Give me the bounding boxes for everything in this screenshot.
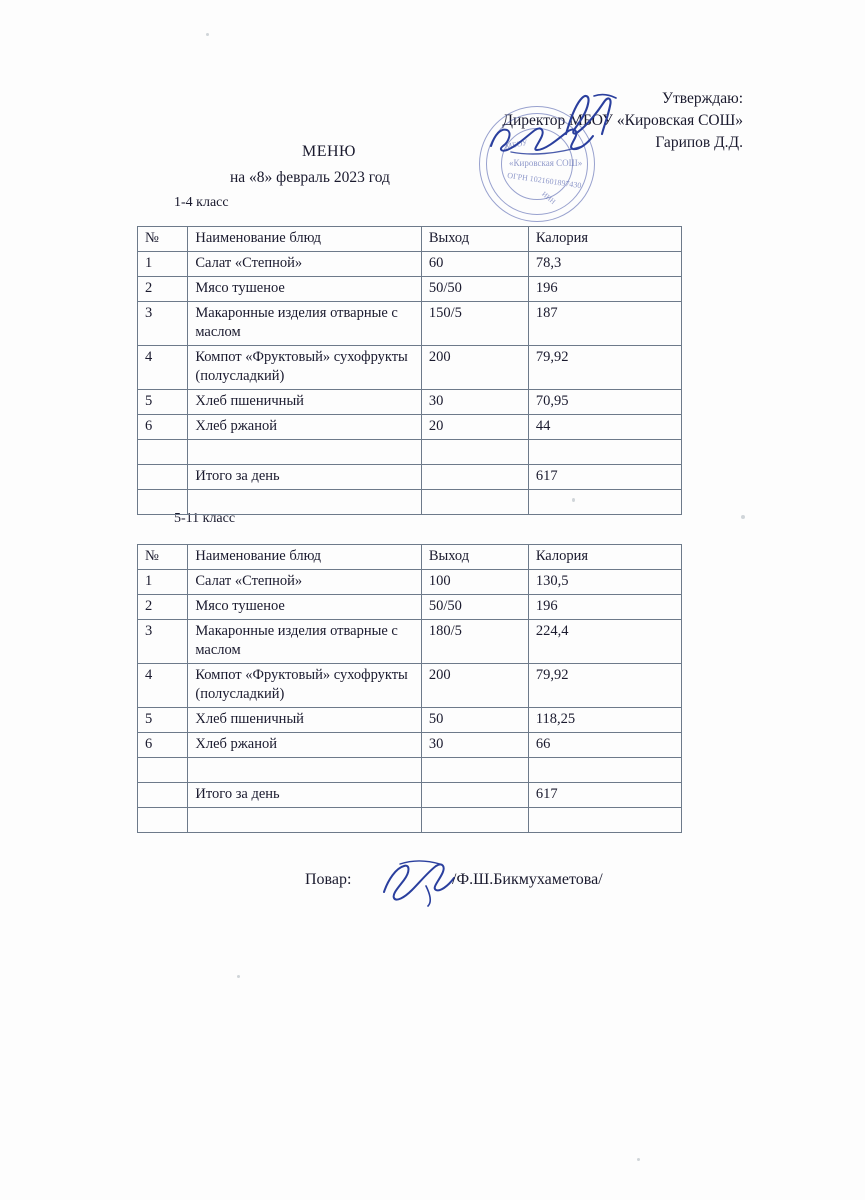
table-row [138, 277, 682, 302]
seal-side-text: ИНН [540, 190, 557, 206]
table-total-row [138, 465, 682, 490]
table-row [138, 664, 682, 708]
scan-speck [637, 1158, 640, 1161]
table-header-row [138, 227, 682, 252]
cell-name: Салат «Степной» [188, 570, 421, 595]
cell-name: Хлеб ржаной [188, 415, 421, 440]
cell-name: Хлеб пшеничный [188, 708, 421, 733]
table-header-row [138, 545, 682, 570]
table-row [138, 390, 682, 415]
column-header-calories: Калория [528, 227, 681, 252]
column-header-output: Выход [421, 227, 528, 252]
column-header-num: № [138, 545, 188, 570]
approval-block [502, 88, 743, 154]
scan-speck [237, 975, 240, 978]
cell-calories: 44 [528, 415, 681, 440]
cell-num: 4 [138, 346, 188, 390]
cell-name: Мясо тушеное [188, 277, 421, 302]
cell-num: 1 [138, 252, 188, 277]
cell-empty [188, 440, 421, 465]
cook-name: /Ф.Ш.Бикмухаметова/ [452, 871, 603, 888]
total-calories: 617 [528, 465, 681, 490]
cell-empty [528, 440, 681, 465]
column-header-name: Наименование блюд [188, 227, 421, 252]
total-calories: 617 [528, 783, 681, 808]
cell-empty [138, 440, 188, 465]
cell-empty [421, 440, 528, 465]
table-spacer-row [138, 490, 682, 515]
cell-output: 100 [421, 570, 528, 595]
cell-num: 5 [138, 390, 188, 415]
table-row [138, 570, 682, 595]
table-row [138, 595, 682, 620]
cell-name: Компот «Фруктовый» сухофрукты (полусладкий) [188, 346, 421, 390]
cell-output: 180/5 [421, 620, 528, 664]
cell-num: 6 [138, 733, 188, 758]
cell-calories: 78,3 [528, 252, 681, 277]
table-row [138, 302, 682, 346]
table-row [138, 346, 682, 390]
cell-empty [138, 465, 188, 490]
cell-empty [421, 808, 528, 833]
column-header-num: № [138, 227, 188, 252]
page-title: МЕНЮ [302, 143, 356, 160]
cell-output: 30 [421, 733, 528, 758]
cell-empty [138, 758, 188, 783]
scan-speck [741, 515, 745, 519]
table-spacer-row [138, 758, 682, 783]
cell-num: 3 [138, 302, 188, 346]
cell-empty [188, 490, 421, 515]
table-spacer-row [138, 440, 682, 465]
cell-name: Хлеб ржаной [188, 733, 421, 758]
cell-empty [138, 783, 188, 808]
cell-empty [138, 808, 188, 833]
cell-output: 50/50 [421, 277, 528, 302]
cell-output: 60 [421, 252, 528, 277]
cell-empty [421, 783, 528, 808]
cell-calories: 196 [528, 595, 681, 620]
cell-empty [528, 758, 681, 783]
cell-calories: 118,25 [528, 708, 681, 733]
cell-name: Макаронные изделия отварные с маслом [188, 302, 421, 346]
cell-calories: 66 [528, 733, 681, 758]
cell-output: 200 [421, 346, 528, 390]
cell-calories: 79,92 [528, 346, 681, 390]
cell-name: Хлеб пшеничный [188, 390, 421, 415]
table-row [138, 620, 682, 664]
cell-num: 4 [138, 664, 188, 708]
column-header-name: Наименование блюд [188, 545, 421, 570]
cell-num: 1 [138, 570, 188, 595]
cell-calories: 196 [528, 277, 681, 302]
table-row [138, 415, 682, 440]
cell-num: 5 [138, 708, 188, 733]
table-spacer-row [138, 808, 682, 833]
cell-empty [528, 808, 681, 833]
grade-group-1-label: 1-4 класс [174, 195, 229, 210]
cell-empty [528, 490, 681, 515]
cell-name: Салат «Степной» [188, 252, 421, 277]
cell-output: 30 [421, 390, 528, 415]
cell-calories: 187 [528, 302, 681, 346]
approval-line-3: Гарипов Д.Д. [655, 134, 743, 151]
cell-calories: 70,95 [528, 390, 681, 415]
cell-num: 2 [138, 595, 188, 620]
approval-line-1: Утверждаю: [662, 90, 743, 107]
seal-bottom-text: ОГРН 1021601897430 [506, 170, 582, 191]
seal-mid-text: «Кировская СОШ» [509, 158, 583, 168]
table-total-row [138, 783, 682, 808]
scan-speck [206, 33, 209, 36]
seal-top-text: МБОУ [504, 137, 529, 152]
menu-table-grades-5-11 [137, 544, 682, 833]
total-label: Итого за день [188, 783, 421, 808]
total-label: Итого за день [188, 465, 421, 490]
cell-output: 150/5 [421, 302, 528, 346]
cell-num: 6 [138, 415, 188, 440]
cell-output: 50/50 [421, 595, 528, 620]
cell-name: Макаронные изделия отварные с маслом [188, 620, 421, 664]
cell-num: 3 [138, 620, 188, 664]
cell-empty [188, 808, 421, 833]
table-row [138, 733, 682, 758]
cell-empty [421, 490, 528, 515]
cell-empty [421, 465, 528, 490]
column-header-output: Выход [421, 545, 528, 570]
grade-group-2-label: 5-11 класс [174, 511, 236, 526]
cell-calories: 130,5 [528, 570, 681, 595]
scan-speck [572, 498, 575, 502]
column-header-calories: Калория [528, 545, 681, 570]
cell-name: Компот «Фруктовый» сухофрукты (полусладкий) [188, 664, 421, 708]
cell-calories: 79,92 [528, 664, 681, 708]
cook-signature [378, 858, 458, 908]
cell-output: 20 [421, 415, 528, 440]
menu-table-grades-1-4 [137, 226, 682, 515]
menu-date: на «8» февраль 2023 год [230, 169, 390, 186]
table-row [138, 708, 682, 733]
table-row [138, 252, 682, 277]
cell-calories: 224,4 [528, 620, 681, 664]
cell-num: 2 [138, 277, 188, 302]
cell-output: 200 [421, 664, 528, 708]
cell-name: Мясо тушеное [188, 595, 421, 620]
approval-line-2: Директор МБОУ «Кировская СОШ» [502, 112, 743, 129]
cook-label: Повар: [305, 871, 352, 888]
cell-output: 50 [421, 708, 528, 733]
cell-empty [421, 758, 528, 783]
cell-empty [138, 490, 188, 515]
cell-empty [188, 758, 421, 783]
